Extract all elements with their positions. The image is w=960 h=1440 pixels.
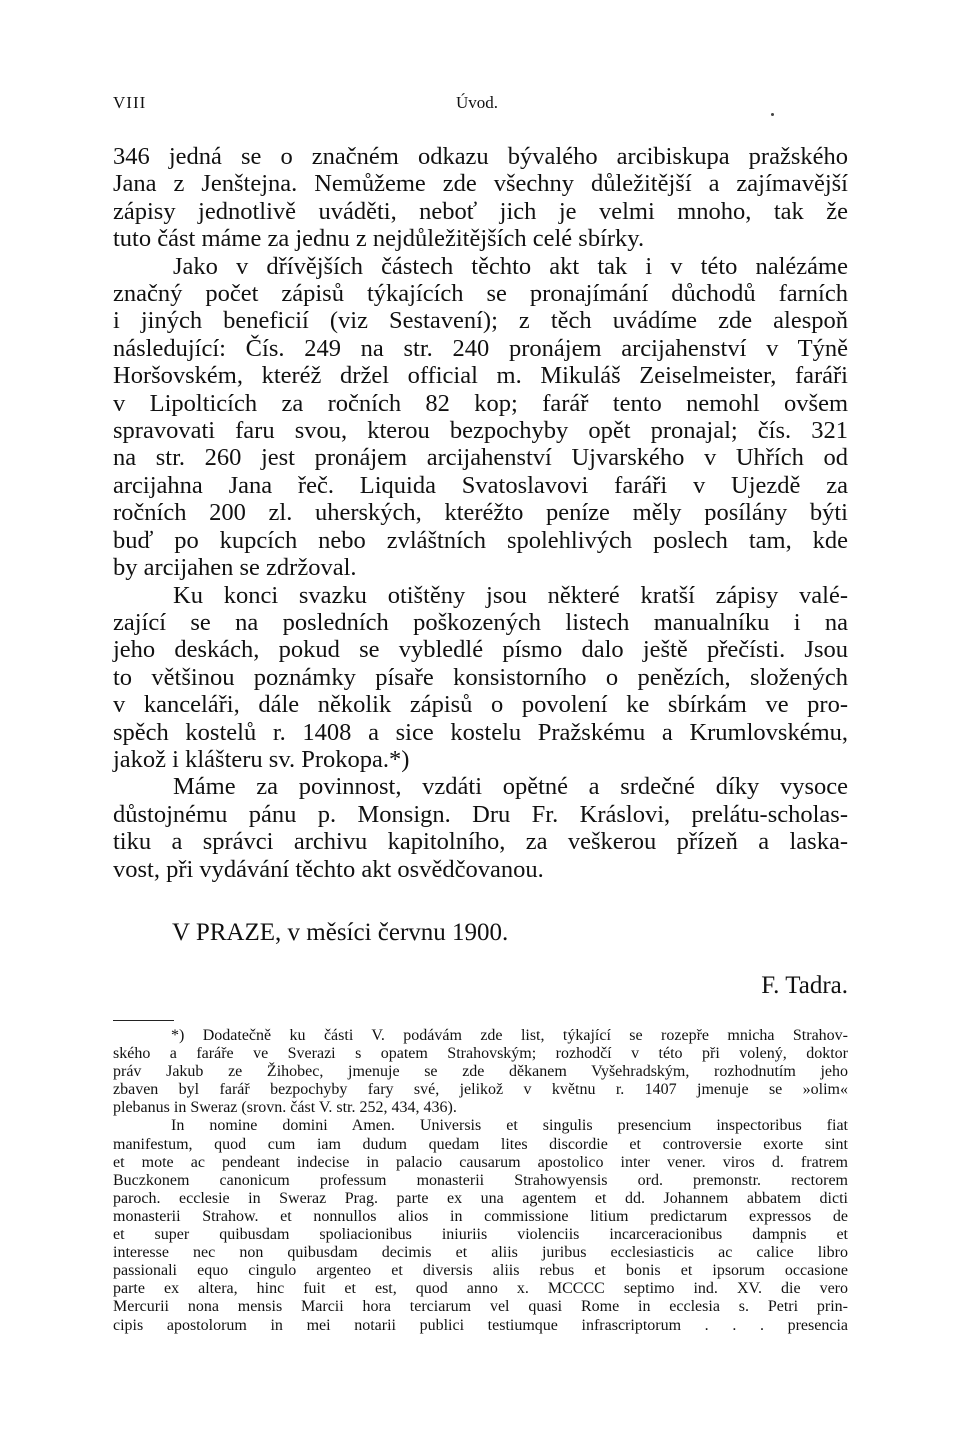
- text-line: arcijahna Jana řeč. Liquida Svatoslavovi faráři v Ujezdě za: [113, 471, 848, 499]
- text-line: ročních 200 zl. uherských, kteréžto peníze měly posílány býti: [113, 499, 848, 527]
- footnote-line: zbaven byl farář bezpochyby fary své, jelikož v květnu r. 1407 jmenuje se »olim«: [113, 1081, 848, 1099]
- signature: F. Tadra.: [761, 972, 848, 999]
- text-line: spěch kostelů r. 1408 a sice kostelu Pražskému a Krumlovskému,: [113, 718, 848, 746]
- text-line: i jiných beneficií (viz Sestavení); z těch uvádíme zde alespoň: [113, 307, 848, 335]
- text-line: 346 jedná se o značném odkazu bývalého arcibiskupa pražského: [113, 143, 848, 170]
- text-line: v Lipolticích za ročních 82 kop; farář tento nemohl ovšem: [113, 389, 848, 417]
- text-line: značný počet zápisů týkajících se pronajímání důchodů farních: [113, 280, 848, 308]
- main-text: [113, 143, 848, 883]
- footnote-line: manifestum, quod cum iam dudum quedam lites discordie et controversie exorte sint: [113, 1135, 848, 1153]
- footnote-line: cipis apostolorum in mei notarii publici testiumque infrascriptorum . . . presencia: [113, 1316, 848, 1334]
- text-line: jeho deskách, pokud se vybledlé písmo dalo ještě přečísti. Jsou: [113, 636, 848, 664]
- text-line: Horšovském, kteréž držel official m. Mikuláš Zeiselmeister, faráři: [113, 362, 848, 390]
- text-line: Ku konci svazku otištěny jsou některé kratší zápisy valé-: [173, 581, 848, 609]
- footnote-line: parte ex altera, hinc fuit et est, quod anno x. MCCCC septimo ind. XV. die vero: [113, 1280, 848, 1298]
- text-line: Jana z Jenštejna. Nemůžeme zde všechny důležitější a zajímavější: [113, 170, 848, 198]
- running-title: Úvod.: [456, 93, 499, 112]
- text-line: tuto část máme za jednu z nejdůležitějších celé sbírky.: [113, 225, 645, 253]
- text-line: jakož i klášteru sv. Prokopa.*): [113, 745, 410, 773]
- text-line: zápisy jednotlivě uváděti, neboť jich je velmi mnoho, tak že: [113, 197, 848, 225]
- page-number: VIII: [113, 93, 147, 112]
- text-line: spravovati faru svou, kterou bezpochyby opět pronajal; čís. 321: [113, 417, 848, 445]
- print-speck: [771, 113, 774, 116]
- footnote-line: paroch. ecclesie in Sweraz Prag. parte ex una agentem et dd. Johannem abbatem dicti: [113, 1189, 848, 1207]
- text-line: na str. 260 jest pronájem arcijahenství Ujvarského v Uhřích od: [113, 444, 848, 472]
- footnote-line: interesse nec non quibusdam decimis et aliis juribus ecclesiasticis ac calice libro: [113, 1244, 848, 1262]
- text-line: buď po kupcích nebo zvláštních spolehlivých poslech tam, kde: [113, 526, 848, 554]
- text-line: to většinou poznámky písaře konsistorního o penězích, složených: [113, 663, 848, 691]
- footnote-line: In nomine domini Amen. Universis et singulis presencium inspectoribus fiat: [171, 1117, 848, 1135]
- footnote: [113, 1027, 848, 1335]
- text-line: následující: Čís. 249 na str. 240 pronájem arcijahenství v Týně: [113, 334, 848, 362]
- footnote-line: Mercurii nona mensis Marcii hora terciarum vel quasi Rome in ecclesia s. Petri prin-: [113, 1298, 848, 1316]
- text-line: vost, při vydávání těchto akt osvědčovanou.: [113, 855, 544, 883]
- text-line: Máme za povinnost, vzdáti opětné a srdečné díky vysoce: [173, 773, 848, 801]
- footnote-line: passionali equo cingulo argenteo et diversis aliis rebus et bonis et ipsorum occasione: [113, 1262, 848, 1280]
- footnote-line: práv Jakub ze Žihobec, jmenuje se zde děkanem Vyšehradským, rozhodnutím jeho: [113, 1063, 848, 1081]
- footnote-line: monasterii Strahow. et nonnullos alios in commissione litium predictarum expressos de: [113, 1207, 848, 1225]
- footnote-line: et super quibusdam spoliacionibus iniuriis violenciis incarceracionibus dampnis et: [113, 1226, 848, 1244]
- text-line: Jako v dřívějších částech těchto akt tak i v této nalézáme: [173, 252, 848, 280]
- footnote-line: Buczkonem canonicum professum monasterii Strahowyensis ord. premonstr. rectorem: [113, 1171, 848, 1189]
- text-line: tiku a správci archivu kapitolního, za veškerou přízeň a laska-: [113, 828, 848, 856]
- footnote-line: plebanus in Sweraz (srovn. část V. str. 252, 434, 436).: [113, 1099, 457, 1117]
- footnote-line: ského a faráře ve Sverazi s opatem Strahovským; rozhodčí v této při volený, doktor: [113, 1045, 848, 1063]
- footnote-line: et mote ac pendeant indecise in palacio causarum apostolico inter vener. viros d. fratrem: [113, 1153, 848, 1171]
- footnote-rule: [113, 1020, 174, 1021]
- footnote-line: *) Dodatečně ku části V. podávám zde list, týkající se rozepře mnicha Strahov-: [171, 1027, 848, 1044]
- text-line: v kanceláři, dále několik zápisů o povolení ke sbírkám ve pro-: [113, 691, 848, 719]
- text-line: zající se na posledních poškozených listech manualníku i na: [113, 608, 848, 636]
- text-line: by arcijahen se zdržoval.: [113, 554, 357, 582]
- text-line: důstojnému pánu p. Monsign. Dru Fr. Kráslovi, prelátu-scholas-: [113, 800, 848, 828]
- place-date: V PRAZE, v měsíci červnu 1900.: [172, 919, 509, 946]
